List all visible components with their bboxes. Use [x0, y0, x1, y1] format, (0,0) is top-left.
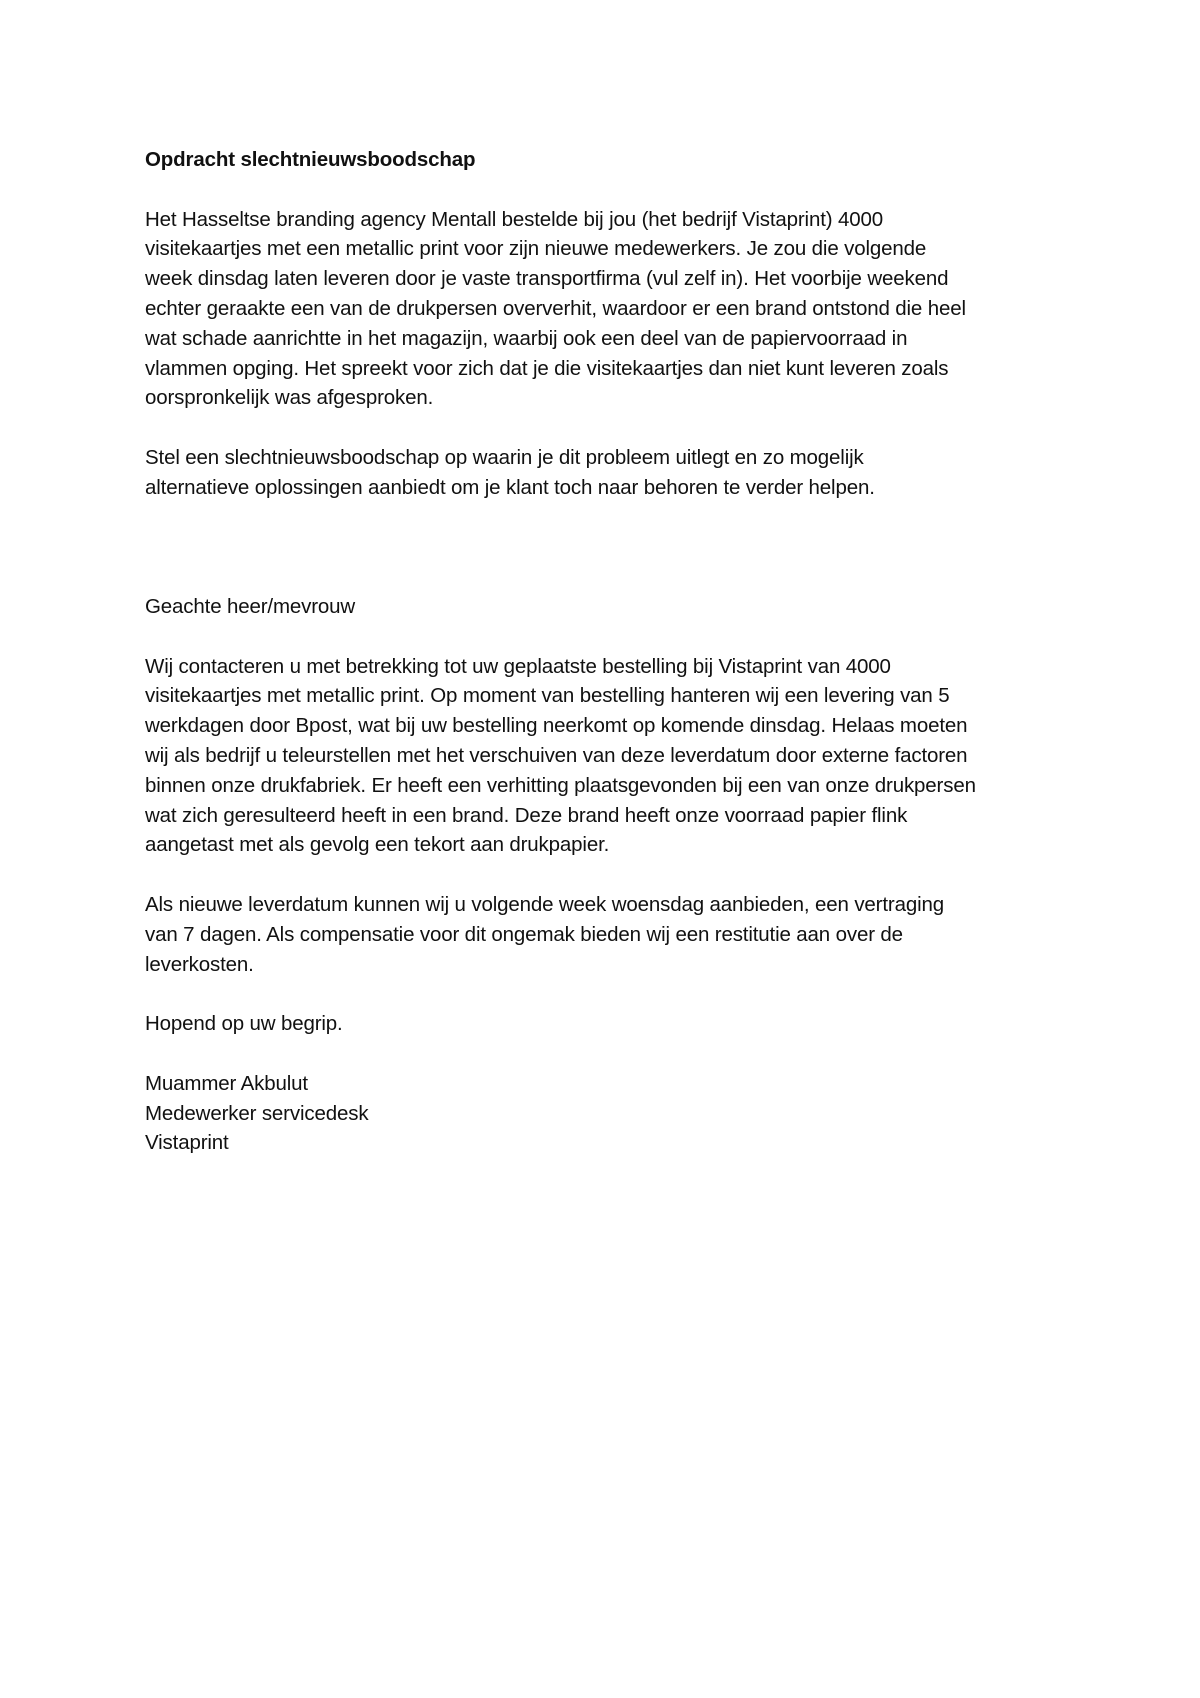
paragraph-line: Het Hasseltse branding agency Mentall bestelde bij jou (het bedrijf Vistaprint) 4000 [145, 207, 883, 231]
paragraph-line: wij als bedrijf u teleurstellen met het verschuiven van deze leverdatum door externe factoren [145, 743, 968, 767]
paragraph-line: wat schade aanrichtte in het magazijn, waarbij ook een deel van de papiervoorraad in [145, 326, 908, 350]
paragraph-line: leverkosten. [145, 952, 254, 976]
letter-signature [145, 1069, 1075, 1158]
paragraph-line: week dinsdag laten leveren door je vaste transportfirma (vul zelf in). Het voorbije weekend [145, 267, 949, 291]
letter-offer-paragraph [145, 890, 1075, 979]
signature-name: Muammer Akbulut [145, 1071, 308, 1095]
paragraph-line: alternatieve oplossingen aanbiedt om je klant toch naar behoren te verder helpen. [145, 475, 875, 499]
paragraph-line: Stel een slechtnieuwsboodschap op waarin je dit probleem uitlegt en zo mogelijk [145, 445, 864, 469]
letter-salutation: Geachte heer/mevrouw [145, 594, 356, 618]
letter-closing: Hopend op uw begrip. [145, 1012, 343, 1036]
paragraph-line: van 7 dagen. Als compensatie voor dit ongemak bieden wij een restitutie aan over de [145, 922, 903, 946]
letter-body-paragraph [145, 652, 1075, 861]
signature-role: Medewerker servicedesk [145, 1101, 369, 1125]
assignment-case-paragraph [145, 205, 1075, 414]
signature-company: Vistaprint [145, 1131, 229, 1155]
paragraph-line: Wij contacteren u met betrekking tot uw geplaatste bestelling bij Vistaprint van 4000 [145, 654, 891, 678]
document-content [145, 145, 1075, 1158]
paragraph-line: visitekaartjes met metallic print. Op moment van bestelling hanteren wij een levering van 5 [145, 684, 950, 708]
paragraph-line: Als nieuwe leverdatum kunnen wij u volgende week woensdag aanbieden, een vertraging [145, 892, 944, 916]
assignment-title: Opdracht slechtnieuwsboodschap [145, 148, 476, 171]
assignment-task-paragraph [145, 443, 1075, 503]
paragraph-line: vlammen opging. Het spreekt voor zich dat je die visitekaartjes dan niet kunt leveren zoals [145, 356, 949, 380]
paragraph-line: werkdagen door Bpost, wat bij uw bestelling neerkomt op komende dinsdag. Helaas moeten [145, 714, 968, 738]
paragraph-line: echter geraakte een van de drukpersen oververhit, waardoor er een brand ontstond die heel [145, 296, 966, 320]
paragraph-line: aangetast met als gevolg een tekort aan drukpapier. [145, 833, 610, 857]
paragraph-line: binnen onze drukfabriek. Er heeft een verhitting plaatsgevonden bij een van onze drukpersen [145, 773, 976, 797]
paragraph-line: visitekaartjes met een metallic print voor zijn nieuwe medewerkers. Je zou die volgende [145, 237, 927, 261]
paragraph-line: oorspronkelijk was afgesproken. [145, 386, 434, 410]
paragraph-line: wat zich geresulteerd heeft in een brand. Deze brand heeft onze voorraad papier flink [145, 803, 908, 827]
